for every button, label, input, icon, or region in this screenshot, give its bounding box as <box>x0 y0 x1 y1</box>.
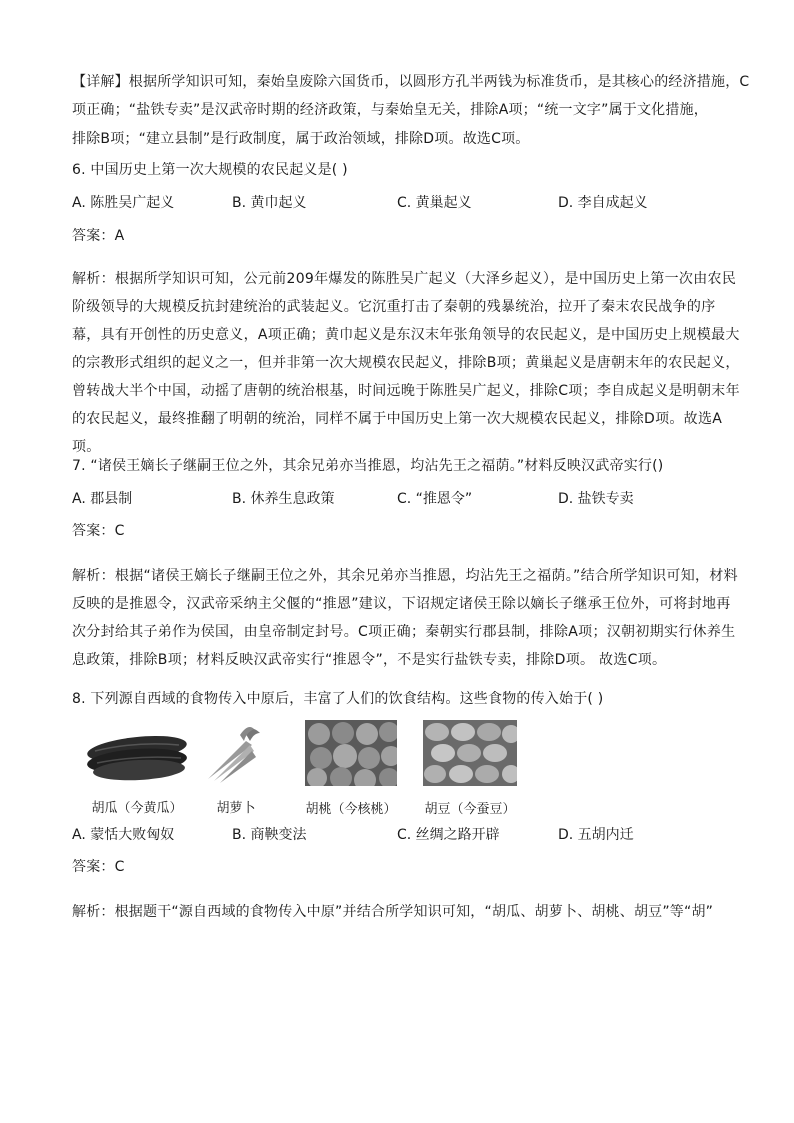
q6-analysis: 解析：根据所学知识可知，公元前209年爆发的陈胜吴广起义（大泽乡起义），是中国历史上第一次由农民阶级领导的大规模反抗封建统治的武装起义。它沉重打击了秦朝的残暴统治，拉开了秦末农民战争的序幕，具有开创性的历史意义，A项正确；黄巾起义是东汉末年张角领导的农民起义，是中国历史上规模最大的宗教形式组织的起义之一，但并非第一次大规模农民起义，排除B项；黄巢起义是唐朝末年的农民起义，曾转战大半个中国，动摇了唐朝的统治根基，时间远晚于陈胜吴广起义，排除C项；李自成起义是明朝末年的农民起义，最终推翻了明朝的统治，同样不属于中国历史上第一次大规模农民起义，排除D项。故选A项。 <box>72 271 740 455</box>
broad-bean-image <box>423 720 517 786</box>
q8-answer: 答案：C <box>72 859 125 875</box>
q8-option-d: D. 五胡内迁 <box>558 827 634 843</box>
figure-caption-carrot: 胡萝卜 <box>216 801 256 816</box>
q7-option-d: D. 盐铁专卖 <box>558 491 634 507</box>
q7-answer: 答案：C <box>72 523 125 539</box>
cucumber-image <box>83 723 191 785</box>
q8-options <box>72 825 752 845</box>
q7-analysis: 解析：根据“诸侯王嫡长子继嗣王位之外，其余兄弟亦当推恩，均沾先王之福荫。”结合所学知识可知，材料反映的是推恩令，汉武帝采纳主父偃的“推恩”建议，下诏规定诸侯王除以嫡长子继承王位外，可将封地再次分封给其子弟作为侯国，由皇帝制定封号。C项正确；秦朝实行郡县制，排除A项；汉朝初期实行休养生息政策，排除B项；材料反映汉武帝实行“推恩令”，不是实行盐铁专卖，排除D项。 故选C项。 <box>72 568 738 668</box>
q7-stem: 7. “诸侯王嫡长子继嗣王位之外，其余兄弟亦当推恩，均沾先王之福荫。”材料反映汉武帝实行() <box>72 458 664 474</box>
q8-analysis: 解析：根据题干“源自西域的食物传入中原”并结合所学知识可知，“胡瓜、胡萝卜、胡桃、胡豆”等“胡” <box>72 904 714 920</box>
q8-option-a: A. 蒙恬大败匈奴 <box>72 827 175 843</box>
q8-stem: 8. 下列源自西域的食物传入中原后，丰富了人们的饮食结构。这些食物的传入始于( ) <box>72 691 604 707</box>
q7-option-b: B. 休养生息政策 <box>232 491 335 507</box>
detail-line-3: 排除B项；“建立县制”是行政制度，属于政治领域，排除D项。故选C项。 <box>72 131 530 147</box>
figure-caption-cucumber: 胡瓜（今黄瓜） <box>91 801 183 816</box>
figure-cucumber <box>82 723 192 816</box>
q6-option-c: C. 黄巢起义 <box>397 195 472 211</box>
figure-caption-walnut: 胡桃（今核桃） <box>305 802 397 817</box>
walnut-image <box>305 720 397 786</box>
q6-option-b: B. 黄巾起义 <box>232 195 307 211</box>
q7-option-c: C. “推恩令” <box>397 491 473 507</box>
q6-option-d: D. 李自成起义 <box>558 195 648 211</box>
q7-option-a: A. 郡县制 <box>72 491 133 507</box>
carrot-image <box>200 723 272 785</box>
q6-stem: 6. 中国历史上第一次大规模的农民起义是( ) <box>72 162 348 178</box>
q8-option-c: C. 丝绸之路开辟 <box>397 827 500 843</box>
q6-answer: 答案：A <box>72 228 125 244</box>
q8-option-b: B. 商鞅变法 <box>232 827 307 843</box>
figure-carrot <box>198 723 274 816</box>
q6-options <box>72 193 752 213</box>
q6-option-a: A. 陈胜吴广起义 <box>72 195 175 211</box>
figure-caption-broad-bean: 胡豆（今蚕豆） <box>424 802 516 817</box>
detail-line-2: 项正确；“盐铁专卖”是汉武帝时期的经济政策，与秦始皇无关，排除A项；“统一文字”属于文化措施， <box>72 102 708 118</box>
detail-line-1: 【详解】根据所学知识可知，秦始皇废除六国货币，以圆形方孔半两钱为标准货币，是其核心的经济措施，C <box>72 74 750 90</box>
figure-walnut <box>297 720 405 817</box>
q7-options <box>72 489 752 509</box>
figure-broad-bean <box>416 720 524 817</box>
